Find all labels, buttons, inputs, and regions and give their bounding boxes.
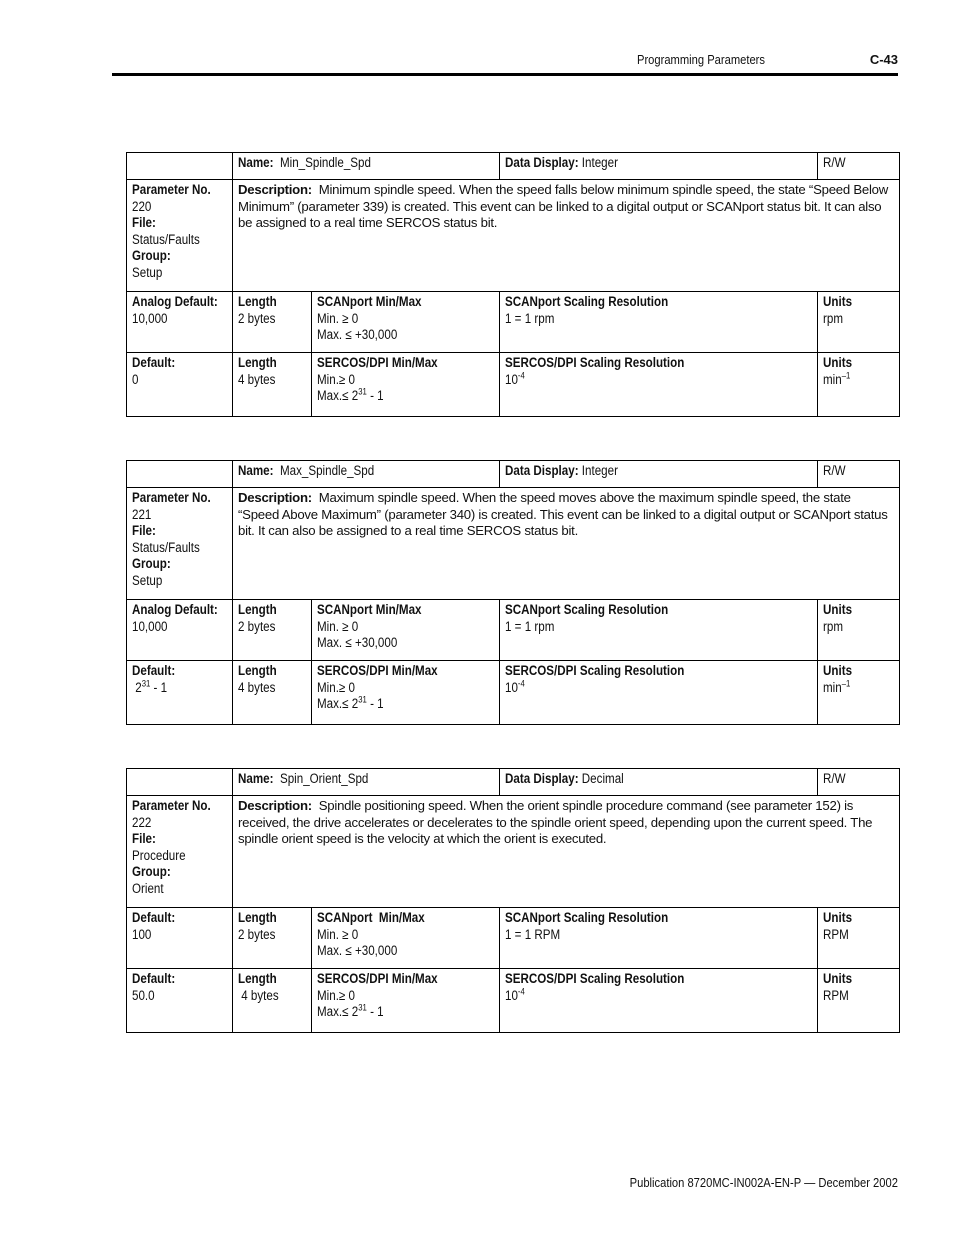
minmax-cell: SERCOS/DPI Min/Max Min.≥ 0 $Max.\le 2^{31} - 1$ bbox=[312, 969, 500, 1033]
param-name-row bbox=[127, 769, 900, 796]
name-cell: Name: Max_Spindle_Spd bbox=[233, 461, 500, 488]
scanport-row bbox=[127, 908, 900, 969]
analog-default-cell: Analog Default: 10,000 bbox=[127, 600, 233, 661]
empty-cell bbox=[127, 153, 233, 180]
param-info-cell: Parameter No. 220 File: Status/Faults Group: Setup bbox=[127, 180, 233, 292]
header-rule bbox=[112, 73, 898, 76]
scanport-row bbox=[127, 600, 900, 661]
description-cell: Description: Maximum spindle speed. When the speed moves above the maximum spindle speed, the state “Speed Above Maximum” (parameter 340) is created. This event can be linked to a digital output or SCANport status bit. It can also be assigned to a real time SERCOS status bit. bbox=[233, 488, 900, 600]
minmax-cell: SCANport Min/Max Min. ≥ 0 Max. ≤ +30,000 bbox=[312, 908, 500, 969]
description-cell: Description: Minimum spindle speed. When the speed falls below minimum spindle speed, the state “Speed Below Minimum” (parameter 339) is created. This event can be linked to a digital output or SCANport status bit. It can also be assigned to a real time SERCOS status bit. bbox=[233, 180, 900, 292]
analog-default-cell: Analog Default: 10,000 bbox=[127, 292, 233, 353]
minmax-cell: SERCOS/DPI Min/Max Min.≥ 0 $Max.\le 2^{31} - 1$ bbox=[312, 661, 500, 725]
minmax-cell: SERCOS/DPI Min/Max Min.≥ 0 $Max.\le 2^{31} - 1$ bbox=[312, 353, 500, 417]
length-cell: Length 2 bytes bbox=[233, 908, 312, 969]
default-cell: Default: $2^{31} - 1$ bbox=[127, 661, 233, 725]
default-cell: Default: 100 bbox=[127, 908, 233, 969]
minmax-cell: SCANport Min/Max Min. ≥ 0 Max. ≤ +30,000 bbox=[312, 292, 500, 353]
scaling-cell: SCANport Scaling Resolution 1 = 1 RPM bbox=[500, 908, 818, 969]
units-cell: Units rpm bbox=[818, 292, 900, 353]
rw-cell: R/W bbox=[818, 461, 900, 488]
rw-cell: R/W bbox=[818, 153, 900, 180]
scanport-row bbox=[127, 292, 900, 353]
default-cell: Default: 50.0 bbox=[127, 969, 233, 1033]
param-info-cell: Parameter No. 222 File: Procedure Group: Orient bbox=[127, 796, 233, 908]
data-display-cell: Data Display: Integer bbox=[500, 153, 818, 180]
param-name-row bbox=[127, 461, 900, 488]
scaling-cell: SCANport Scaling Resolution 1 = 1 rpm bbox=[500, 600, 818, 661]
rw-cell: R/W bbox=[818, 769, 900, 796]
param-description-row bbox=[127, 488, 900, 600]
parameter-table-221 bbox=[126, 460, 900, 725]
length-cell: Length 2 bytes bbox=[233, 292, 312, 353]
data-display-cell: Data Display: Integer bbox=[500, 461, 818, 488]
sercos-row bbox=[127, 661, 900, 725]
units-cell: Units $\min^{-1}$ bbox=[818, 353, 900, 417]
param-description-row bbox=[127, 180, 900, 292]
scaling-cell: SERCOS/DPI Scaling Resolution $10^{-4}$ bbox=[500, 969, 818, 1033]
sercos-row bbox=[127, 353, 900, 417]
length-cell: Length 4 bytes bbox=[233, 969, 312, 1033]
minmax-cell: SCANport Min/Max Min. ≥ 0 Max. ≤ +30,000 bbox=[312, 600, 500, 661]
empty-cell bbox=[127, 769, 233, 796]
scaling-cell: SCANport Scaling Resolution 1 = 1 rpm bbox=[500, 292, 818, 353]
page-number: C-43 bbox=[869, 52, 898, 67]
units-cell: Units $\min^{-1}$ bbox=[818, 661, 900, 725]
parameter-table-220 bbox=[126, 152, 900, 417]
param-description-row bbox=[127, 796, 900, 908]
length-cell: Length 2 bytes bbox=[233, 600, 312, 661]
description-cell: Description: Spindle positioning speed. When the orient spindle procedure command (see parameter 152) is received, the drive accelerates or decelerates to the spindle orient speed, depending upon the current speed. The spindle orient speed is the velocity at which the orient is executed. bbox=[233, 796, 900, 908]
param-info-cell: Parameter No. 221 File: Status/Faults Group: Setup bbox=[127, 488, 233, 600]
name-cell: Name: Spin_Orient_Spd bbox=[233, 769, 500, 796]
data-display-cell: Data Display: Decimal bbox=[500, 769, 818, 796]
publication-footer: Publication 8720MC-IN002A-EN-P — December 2002 bbox=[629, 1175, 898, 1190]
param-name-row bbox=[127, 153, 900, 180]
length-cell: Length 4 bytes bbox=[233, 353, 312, 417]
units-cell: Units RPM bbox=[818, 908, 900, 969]
empty-cell bbox=[127, 461, 233, 488]
parameter-table-222 bbox=[126, 768, 900, 1033]
scaling-cell: SERCOS/DPI Scaling Resolution $10^{-4}$ bbox=[500, 661, 818, 725]
running-header-title: Programming Parameters bbox=[637, 52, 766, 67]
units-cell: Units rpm bbox=[818, 600, 900, 661]
scaling-cell: SERCOS/DPI Scaling Resolution $10^{-4}$ bbox=[500, 353, 818, 417]
default-cell: Default: 0 bbox=[127, 353, 233, 417]
name-cell: Name: Min_Spindle_Spd bbox=[233, 153, 500, 180]
length-cell: Length 4 bytes bbox=[233, 661, 312, 725]
units-cell: Units RPM bbox=[818, 969, 900, 1033]
sercos-row bbox=[127, 969, 900, 1033]
